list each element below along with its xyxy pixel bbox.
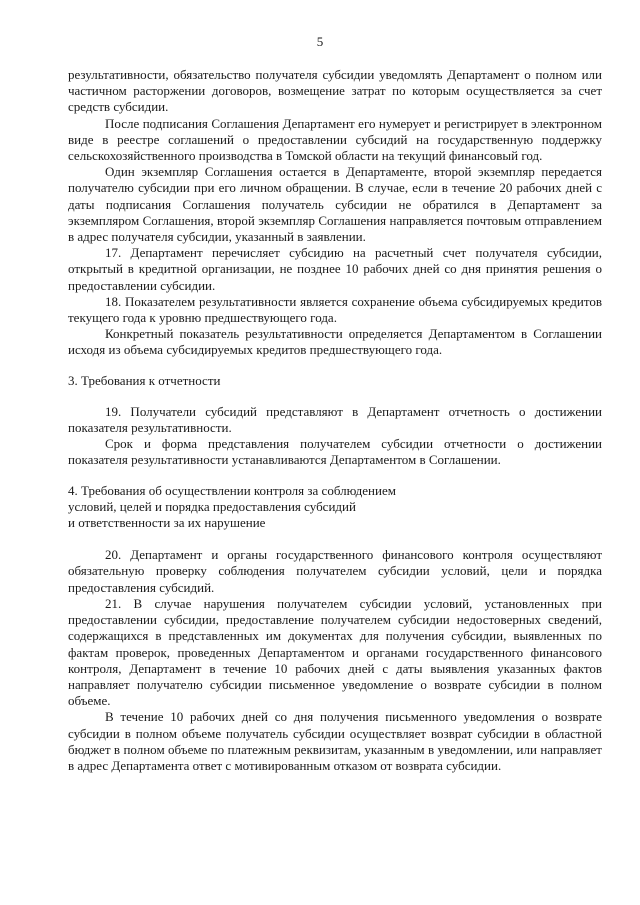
paragraph-registration: После подписания Соглашения Департамент его нумерует и регистрирует в электронном виде в реестре соглашений о предоставлении субсидий на государственную поддержку сельскохозяйственного производства в Томской области на текущий финансовый год. (68, 115, 602, 164)
paragraph-continuation: результативности, обязательство получателя субсидии уведомлять Департамент о полном или частичном расторжении договоров, возмещение затрат по которым осуществляется за счет средств субсидии. (68, 67, 602, 115)
section-4-title-line: условий, целей и порядка предоставления субсидий (68, 498, 356, 514)
section-4-title-line: 4. Требования об осуществлении контроля за соблюдением (68, 482, 396, 498)
section-3-title: 3. Требования к отчетности (68, 372, 221, 388)
paragraph-refund: В течение 10 рабочих дней со дня получения письменного уведомления о возврате субсидии в полном объеме получатель субсидии осуществляет возврат субсидии в областной бюджет в полном объеме по платежным реквизитам, указанным в уведомлении, или направляет в адрес Департамента ответ с мотивированным отказом от возврата субсидии. (68, 709, 602, 773)
paragraph-report-deadline: Срок и форма представления получателем субсидии отчетности о достижении показателя результативности устанавливаются Департаментом в Соглашении. (68, 436, 602, 468)
paragraph-19: 19. Получатели субсидий представляют в Департамент отчетность о достижении показателя результативности. (68, 403, 602, 436)
paragraph-specific-indicator: Конкретный показатель результативности определяется Департаментом в Соглашении исходя из объема субсидируемых кредитов предшествующего года. (68, 326, 602, 358)
paragraph-20: 20. Департамент и органы государственного финансового контроля осуществляют обязательную проверку соблюдения получателем субсидии условий, цели и порядка предоставления субсидий. (68, 547, 602, 595)
paragraph-17: 17. Департамент перечисляет субсидию на расчетный счет получателя субсидии, открытый в кредитной организации, не позднее 10 рабочих дней со дня принятия решения о предоставлении субсидии. (68, 245, 602, 293)
page-number: 5 (316, 34, 324, 49)
paragraph-21: 21. В случае нарушения получателем субсидии условий, установленных при предоставлении субсидии, предоставление получателем субсидии недостоверных сведений, содержащихся в представленных им документах для получения субсидии, выявленных по фактам проверок, проведенных Департаментом и органами государственного финансового контроля, Департамент в течение 10 рабочих дней с даты выявления указанных фактов направляет получателю субсидии письменное уведомление о возврате субсидии в полном объеме. (68, 595, 602, 709)
paragraph-agreement-copy: Один экземпляр Соглашения остается в Департаменте, второй экземпляр передается получателю субсидии при его личном обращении. В случае, если в течение 20 рабочих дней с даты подписания Соглашения получатель субсидии не обратился в Департамент за экземпляром Соглашения, второй экземпляр Соглашения направляется почтовым отправлением в адрес получателя субсидии, указанный в заявлении. (68, 164, 602, 245)
section-4-title-line: и ответственности за их нарушение (68, 515, 266, 531)
paragraph-18: 18. Показателем результативности является сохранение объема субсидируемых кредитов текущего года к уровню предшествующего года. (68, 293, 602, 326)
document-body (68, 67, 602, 774)
section-4-title (68, 483, 602, 532)
